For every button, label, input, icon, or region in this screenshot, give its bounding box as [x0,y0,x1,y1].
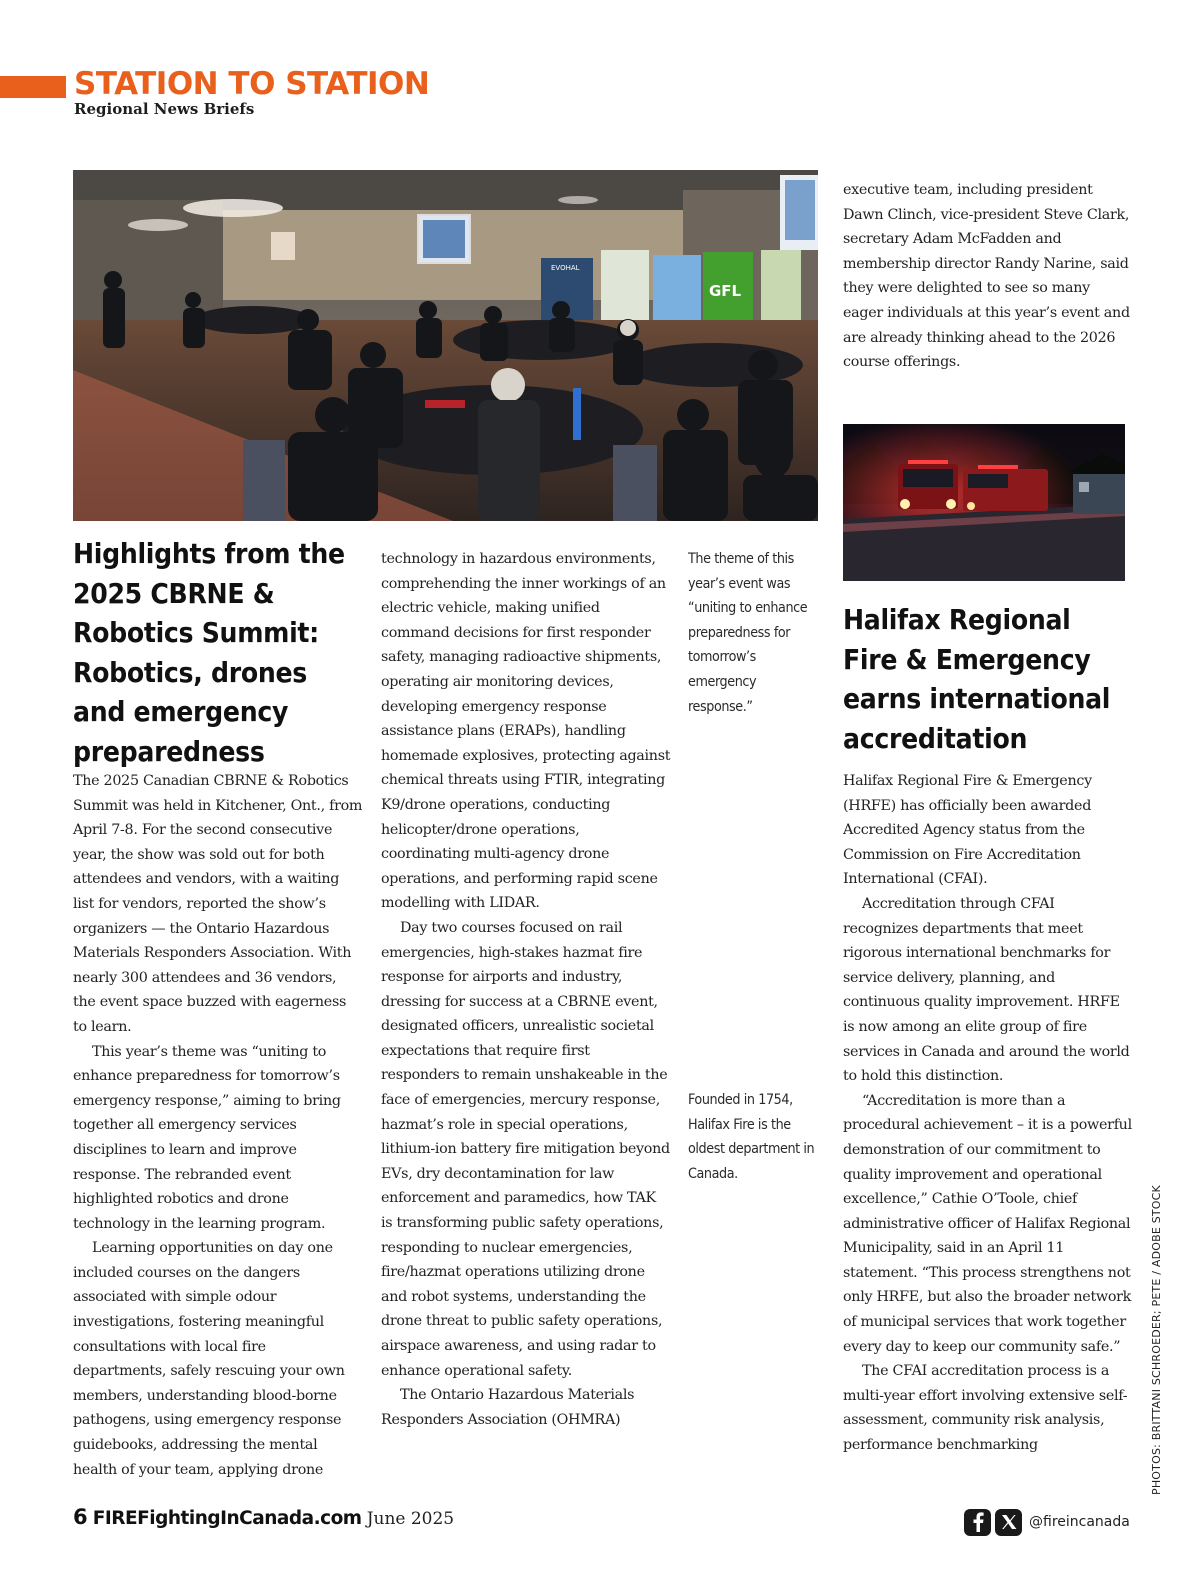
footer-social [964,1508,1130,1536]
article-halifax-body [843,769,1133,1458]
facebook-icon[interactable] [964,1509,991,1536]
article-cbrne-body-col2 [381,547,671,1432]
footer-folio [73,1505,454,1529]
cbrne-paragraph-5: The Ontario Hazardous Materials Responders Association (OHMRA) [381,1387,635,1428]
footer-issue: June 2025 [366,1509,455,1529]
booth-sign-gfl: GFL [709,282,742,300]
cbrne-paragraph-5-continued: executive team, including president Dawn Clinch, vice-president Steve Clark, secretary Adam McFadden and membership director Randy Narine, said they were delighted to see so many eager individuals at this year’s event and are already thinking ahead to the 2026 course offerings. [843,182,1130,371]
footer-site: FIREFightingInCanada.com [92,1508,362,1529]
article-cbrne-body-col1 [73,769,363,1482]
fire-truck-photo-image [843,424,1125,581]
article-halifax-headline: Halifax Regional Fire & Emergency earns international accreditation [843,603,1111,755]
section-accent-bar [0,76,66,98]
halifax-paragraph-1: Halifax Regional Fire & Emergency (HRFE) has officially been awarded Accredited Agency status from the Commission on Fire Accreditation International (CFAI). [843,773,1092,888]
article-cbrne-continuation [843,178,1133,375]
halifax-paragraph-3: “Accreditation is more than a procedural achievement – it is a powerful demonstration of our commitment to quality improvement and operational excellence,” Cathie O’Toole, chief administrative officer of Halifax Regional Municipality, said in an April 11 statement. “This process strengthens not only HRFE, but also the broader network of municipal services that work together every day to keep our community safe.” [843,1092,1132,1355]
article-cbrne-headline: Highlights from the 2025 CBRNE & Robotics Summit: Robotics, drones and emergency preparedness [73,537,345,768]
social-handle[interactable]: @fireincanada [1029,1514,1130,1530]
booth-sign-evohal: EVOHAL [551,264,580,272]
cbrne-paragraph-3: Learning opportunities on day one included courses on the dangers associated with simple odour investigations, fostering meaningful consultations with local fire departments, safely rescuing your own members, understanding blood-borne pathogens, using emergency response guidebooks, addressing the mental health of your team, applying drone [73,1240,345,1478]
x-icon[interactable] [995,1509,1022,1536]
halifax-paragraph-2: Accreditation through CFAI recognizes departments that meet rigorous international benchmarks for service delivery, planning, and continuous quality improvement. HRFE is now among an elite group of fire services in Canada and around the world to hold this distinction. [843,895,1130,1085]
pull-quote-founded: Founded in 1754, Halifax Fire is the oldest department in Canada. [688,1092,815,1182]
conference-photo [73,170,818,521]
page-number: 6 [73,1505,88,1529]
cbrne-paragraph-3-continued: technology in hazardous environments, comprehending the inner workings of an electric vehicle, making unified command decisions for first responder safety, managing radioactive shipments, operating air monitoring devices, developing emergency response assistance plans (ERAPs), handling homemade explosives, protecting against chemical threats using FTIR, integrating K9/drone operations, conducting helicopter/drone operations, coordinating multi-agency drone operations, and performing rapid scene modelling with LIDAR. [381,551,671,912]
cbrne-paragraph-2: This year’s theme was “uniting to enhance preparedness for tomorrow’s emergency response,” aiming to bring together all emergency services disciplines to learn and improve response. The rebranded event highlighted robotics and drone technology in the learning program. [73,1043,341,1232]
cbrne-paragraph-4: Day two courses focused on rail emergencies, high-stakes hazmat fire response for airports and industry, dressing for success at a CBRNE event, designated officers, unrealistic societal expectations that require first responders to remain unshakeable in the face of emergencies, mercury response, hazmat’s role in special operations, lithium-ion battery fire mitigation beyond EVs, dry decontamination for law enforcement and paramedics, how TAK is transforming public safety operations, responding to nuclear emergencies, fire/hazmat operations utilizing drone and robot systems, understanding the drone threat to public safety operations, airspace awareness, and using radar to enhance operational safety. [381,919,670,1379]
photo-credit: PHOTOS: BRITTANI SCHROEDER; PETE / ADOBE STOCK [1150,1185,1163,1495]
fire-truck-photo [843,424,1125,581]
pull-quote-theme: The theme of this year’s event was “uniting to enhance preparedness for tomorrow’s emergency response.” [688,551,808,715]
halifax-paragraph-4: The CFAI accreditation process is a multi-year effort involving extensive self-assessment, community risk analysis, performance benchmarking [843,1363,1128,1454]
section-title: STATION TO STATION [74,66,430,102]
cbrne-paragraph-1: The 2025 Canadian CBRNE & Robotics Summit was held in Kitchener, Ont., from April 7-8. For the second consecutive year, the show was sold out for both attendees and vendors, with a waiting list for vendors, reported the show’s organizers — the Ontario Hazardous Materials Responders Association. With nearly 300 attendees and 36 vendors, the event space buzzed with eagerness to learn. [73,773,363,1035]
conference-photo-image [73,170,818,521]
section-subtitle: Regional News Briefs [74,100,255,118]
